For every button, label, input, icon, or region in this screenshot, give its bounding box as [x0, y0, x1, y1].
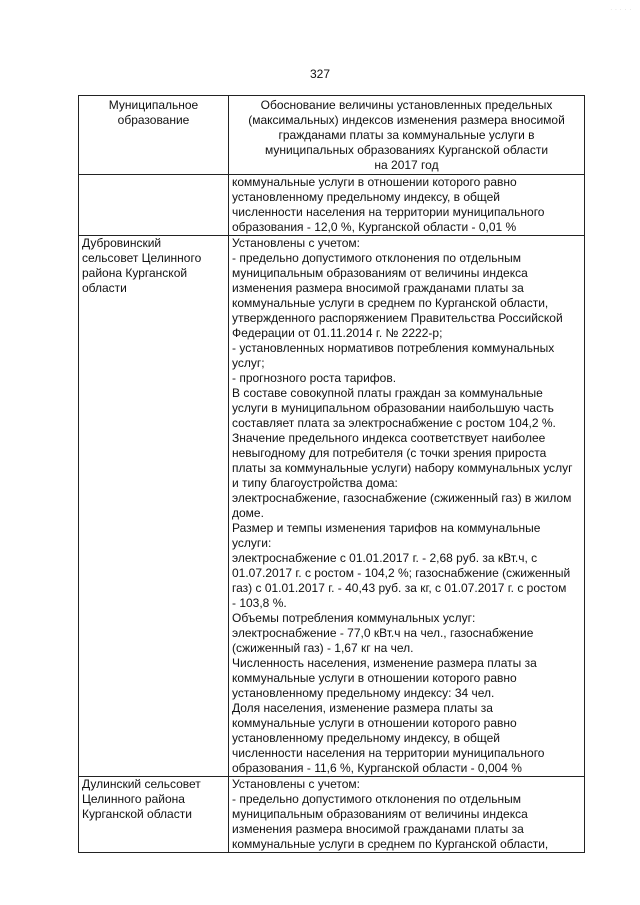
text-line: услуги в муниципальном образовании наибольшую часть	[232, 401, 554, 415]
justification-cell	[229, 777, 585, 853]
table-row	[79, 175, 585, 236]
text-line: гражданами платы за коммунальные услуги в	[278, 128, 535, 142]
text-line: Доля населения, изменение размера платы за	[232, 701, 493, 715]
text-line: численности населения на территории муниципального	[232, 205, 545, 219]
text-line: платы за коммунальные услуги) набору коммунальных услуг	[232, 461, 573, 475]
justification-cell	[229, 175, 585, 236]
municipality-cell	[79, 175, 229, 236]
text-line: - 103,8 %.	[232, 596, 287, 610]
text-line: невыгодному для потребителя (с точки зрения прироста	[232, 446, 547, 460]
text-line: Дубровинский	[82, 236, 162, 250]
text-line: изменения размера вносимой гражданами платы за	[232, 281, 524, 295]
text-line: и типу благоустройства дома:	[232, 476, 398, 490]
text-line: сельсовет Целинного	[82, 251, 202, 265]
text-line: образование	[117, 113, 190, 127]
text-line: муниципальным образованиям от величины индекса	[232, 807, 528, 821]
text-line: установленному предельному индексу, в общей	[232, 190, 500, 204]
text-line: электроснабжение, газоснабжение (сжиженный газ) в жилом	[232, 491, 572, 505]
text-line: 01.07.2017 г. с ростом - 104,2 %; газоснабжение (сжиженный	[232, 566, 571, 580]
text-line: коммунальные услуги в среднем по Курганской области,	[232, 296, 549, 310]
text-line: установленному предельному индексу, в общей	[232, 731, 500, 745]
text-line: Дулинский сельсовет	[82, 777, 201, 791]
text-line: коммунальные услуги в отношении которого равно	[232, 716, 517, 730]
table-row	[79, 777, 585, 853]
tariff-index-table	[78, 95, 585, 853]
text-line: Обоснование величины установленных предельных	[260, 98, 553, 112]
text-line: доме.	[232, 506, 264, 520]
text-line: района Курганской	[82, 266, 188, 280]
text-line: установленному предельному индексу: 34 чел.	[232, 686, 495, 700]
text-line: составляет плата за электроснабжение с ростом 104,2 %.	[232, 416, 556, 430]
page-number: 327	[309, 67, 331, 81]
table-body	[79, 96, 585, 853]
municipality-cell	[79, 777, 229, 853]
text-line: Численность населения, изменение размера платы за	[232, 656, 537, 670]
text-line: коммунальные услуги в отношении которого равно	[232, 175, 517, 189]
text-line: муниципальным образованиям от величины индекса	[232, 266, 528, 280]
text-line: газ) с 01.01.2017 г. - 40,43 руб. за кг, с 01.07.2017 г. с ростом	[232, 581, 567, 595]
text-line: численности населения на территории муниципального	[232, 746, 545, 760]
text-line: - предельно допустимого отклонения по отдельным	[232, 251, 521, 265]
header-justification	[229, 96, 585, 175]
text-line: услуги:	[232, 536, 272, 550]
text-line: - установленных нормативов потребления коммунальных	[232, 341, 555, 355]
text-line: на 2017 год	[374, 158, 439, 172]
text-line: муниципальных образованиях Курганской области	[264, 143, 549, 157]
text-line: В составе совокупной платы граждан за коммунальные	[232, 386, 543, 400]
scan-corner-mark: . . . . .	[610, 6, 632, 12]
text-line: коммунальные услуги в среднем по Курганской области,	[232, 837, 549, 851]
text-line: утвержденного распоряжением Правительства Российской	[232, 311, 563, 325]
text-line: Муниципальное	[108, 98, 199, 112]
text-line: Федерации от 01.11.2014 г. № 2222-р;	[232, 326, 443, 340]
text-line: образования - 12,0 %, Курганской области - 0,01 %	[232, 220, 517, 234]
text-line: Объемы потребления коммунальных услуг:	[232, 611, 476, 625]
text-line: услуг;	[232, 356, 265, 370]
table-header-row	[79, 96, 585, 175]
text-line: Размер и темпы изменения тарифов на коммунальные	[232, 521, 541, 535]
text-line: Курганской области	[82, 807, 192, 821]
text-line: изменения размера вносимой гражданами платы за	[232, 822, 524, 836]
text-line: Целинного района	[82, 792, 185, 806]
table-row	[79, 236, 585, 777]
text-line: Установлены с учетом:	[232, 777, 360, 791]
text-line: Установлены с учетом:	[232, 236, 360, 250]
text-line: электроснабжение с 01.01.2017 г. - 2,68 руб. за кВт.ч, с	[232, 551, 538, 565]
municipality-cell	[79, 236, 229, 777]
text-line: коммунальные услуги в отношении которого равно	[232, 671, 517, 685]
text-line: - предельно допустимого отклонения по отдельным	[232, 792, 521, 806]
text-line: Значение предельного индекса соответствует наиболее	[232, 431, 546, 445]
header-municipality	[79, 96, 229, 175]
text-line: области	[82, 281, 127, 295]
text-line: - прогнозного роста тарифов.	[232, 371, 397, 385]
text-line: (сжиженный газ) - 1,67 кг на чел.	[232, 641, 414, 655]
text-line: электроснабжение - 77,0 кВт.ч на чел., газоснабжение	[232, 626, 534, 640]
text-line: (максимальных) индексов изменения размера вносимой	[248, 113, 565, 127]
justification-cell	[229, 236, 585, 777]
text-line: образования - 11,6 %, Курганской области - 0,004 %	[232, 761, 522, 775]
